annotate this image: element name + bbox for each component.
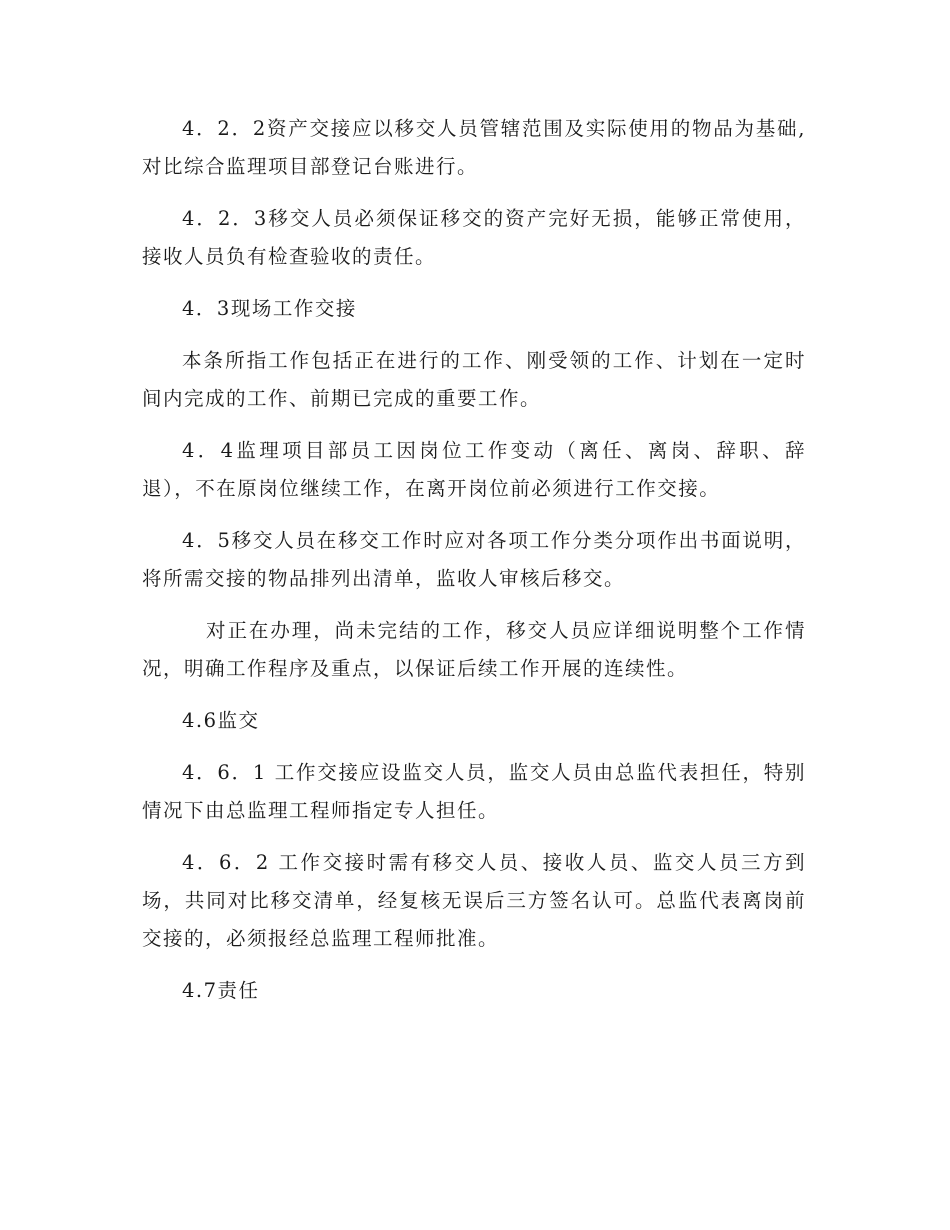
section-heading-4-7: 4.7责任 [182, 979, 260, 1002]
document-body [142, 110, 806, 1024]
paragraph-4-5-body: 对正在办理，尚未完结的工作，移交人员应详细说明整个工作情况，明确工作程序及重点，以保证后续工作开展的连续性。 [142, 619, 806, 680]
paragraph-4-3-body: 本条所指工作包括正在进行的工作、刚受领的工作、计划在一定时间内完成的工作、前期已完成的重要工作。 [142, 349, 806, 410]
paragraph-4-4: 4．4监理项目部员工因岗位工作变动（离任、离岗、辞职、辞退），不在原岗位继续工作，在离开岗位前必须进行工作交接。 [142, 439, 806, 500]
paragraph-4-2-3: 4．2．3移交人员必须保证移交的资产完好无损，能够正常使用，接收人员负有检查验收的责任。 [142, 207, 806, 268]
paragraph-4-6-1: 4．6．1 工作交接应设监交人员，监交人员由总监代表担任，特别情况下由总监理工程师指定专人担任。 [142, 761, 806, 822]
section-heading-4-6: 4.6监交 [182, 709, 260, 732]
section-heading-4-3: 4．3现场工作交接 [182, 297, 357, 320]
paragraph-4-6-2: 4．6．2 工作交接时需有移交人员、接收人员、监交人员三方到场，共同对比移交清单，经复核无误后三方签名认可。总监代表离岗前交接的，必须报经总监理工程师批准。 [142, 851, 806, 950]
paragraph-4-2-2: 4．2．2资产交接应以移交人员管辖范围及实际使用的物品为基础,对比综合监理项目部登记台账进行。 [142, 117, 806, 178]
paragraph-4-5: 4．5移交人员在移交工作时应对各项工作分类分项作出书面说明，将所需交接的物品排列出清单，监收人审核后移交。 [142, 529, 806, 590]
